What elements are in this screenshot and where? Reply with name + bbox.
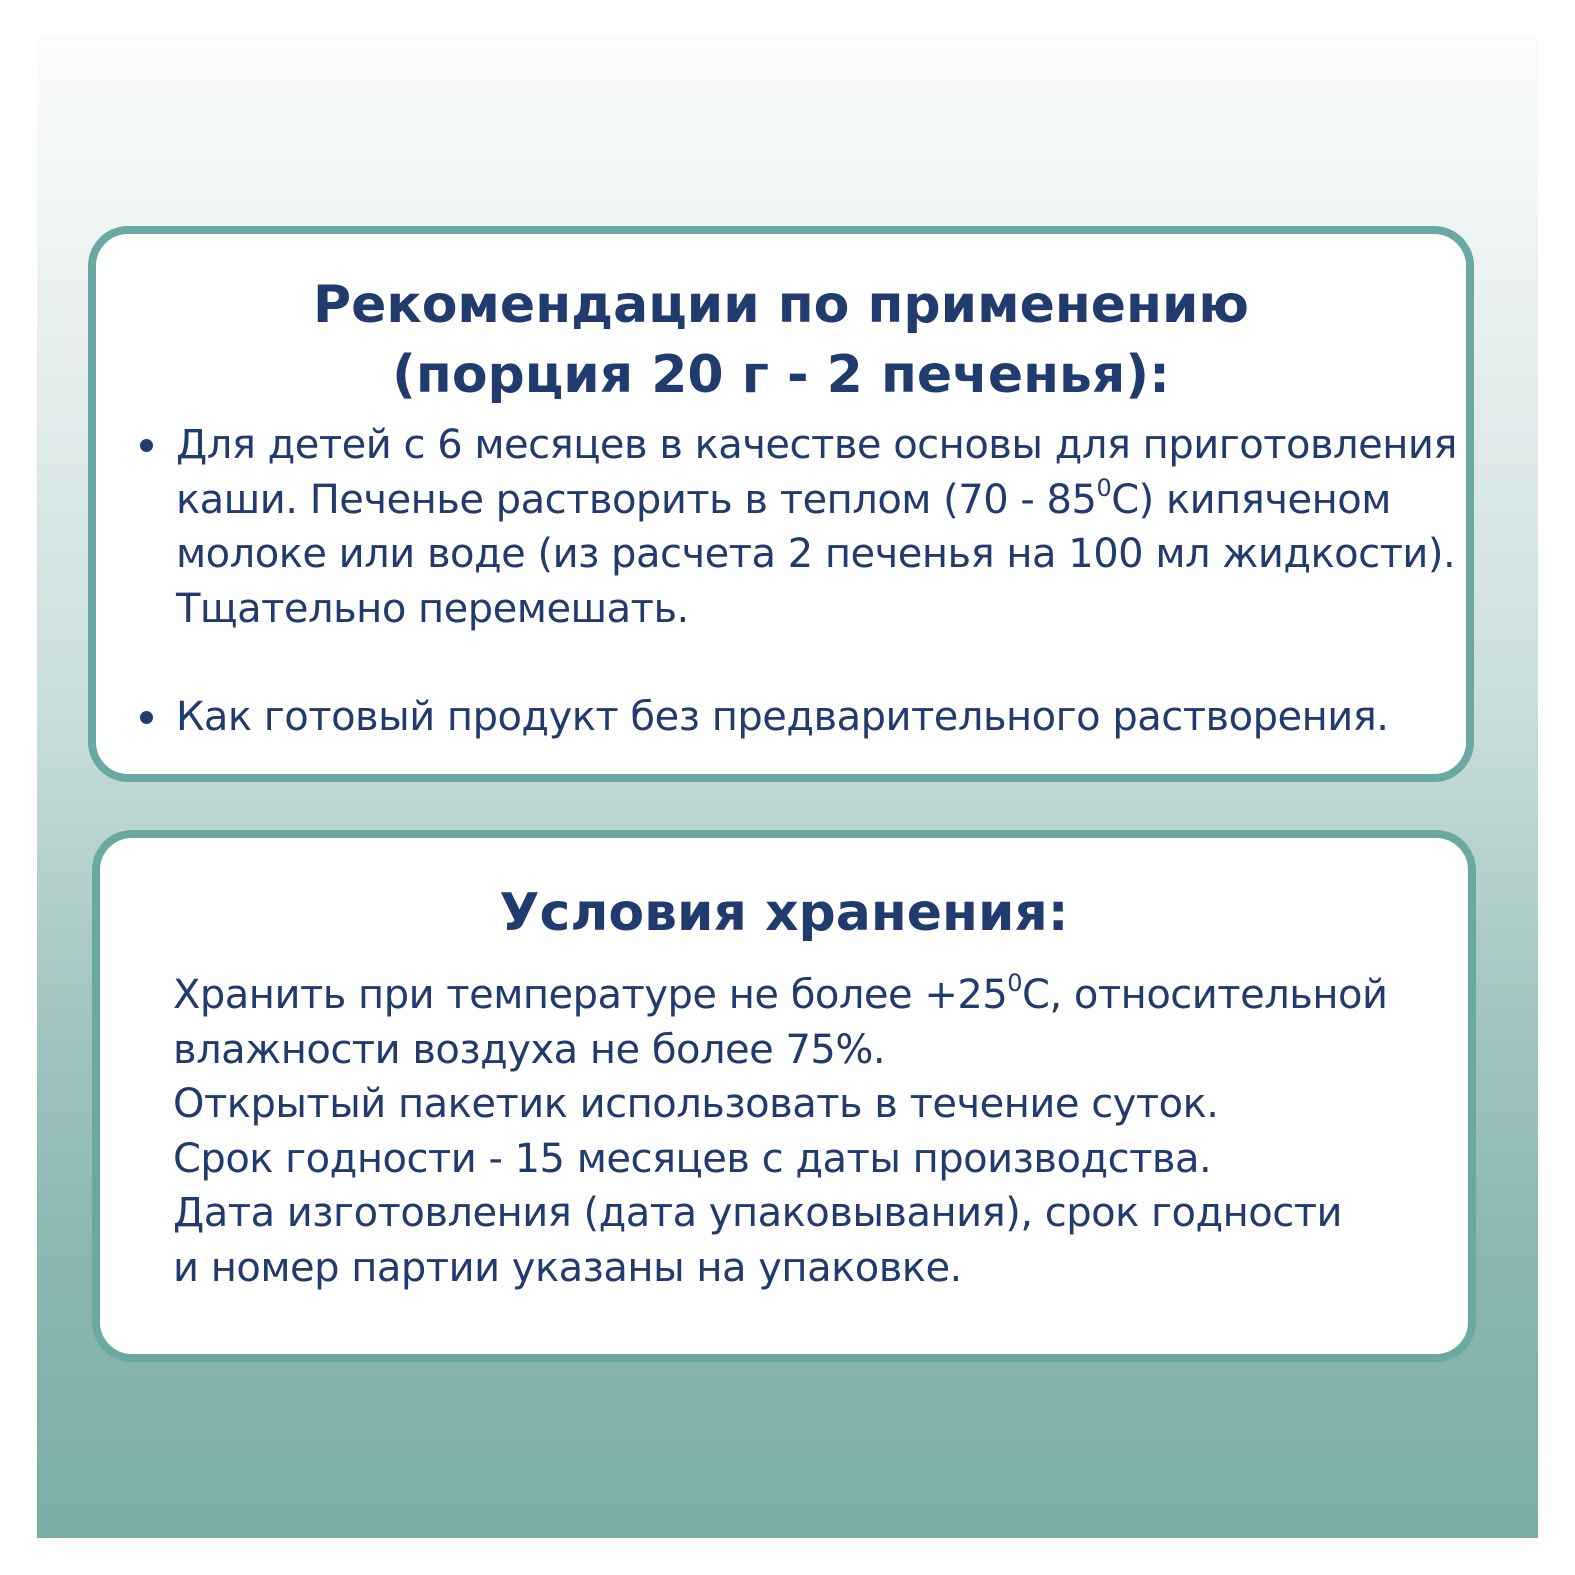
usage-item2-line1: Как готовый продукт без предварительного растворения. [176,694,1389,740]
storage-title-text: Условия хранения: [499,883,1069,943]
storage-line2: влажности воздуха не более 75%. [173,1026,886,1073]
storage-conditions-card [92,830,1476,1362]
usage-item1-line2-text-end: С) кипяченом [1111,476,1391,523]
storage-line1-text: Хранить при температуре не более +25 [173,972,1008,1018]
storage-title [100,878,1468,948]
storage-line3: Открытый пакетик использовать в течение суток. [173,1081,1219,1127]
usage-list [176,418,1466,745]
storage-line1-text-end: С, относительной [1022,972,1388,1018]
degree-sup: 0 [1096,473,1112,502]
usage-item1-line2-text: каши. Печенье растворить в теплом (70 - 85 [176,476,1097,523]
degree-sup: 0 [1007,969,1023,998]
storage-text [173,968,1463,1295]
storage-line6: и номер партии указаны на упаковке. [173,1244,962,1291]
usage-title [96,270,1466,410]
usage-title-line2: (порция 20 г - 2 печенья): [392,345,1170,405]
usage-recommendations-card [88,226,1474,782]
usage-title-line1: Рекомендации по применению [313,275,1249,335]
bullet-icon [140,439,153,452]
bullet-icon [140,711,153,724]
storage-line5: Дата изготовления (дата упаковывания), срок годности [173,1190,1343,1236]
usage-item1-line2 [176,473,1466,528]
usage-item1-line4: Тщательно перемешать. [176,585,689,632]
usage-item1-line3: молоке или воде (из расчета 2 печенья на 100 мл жидкости). [176,531,1456,577]
storage-line1 [173,968,1463,1023]
usage-item1-line1: Для детей с 6 месяцев в качестве основы для приготовления [176,422,1457,468]
storage-line4: Срок годности - 15 месяцев с даты производства. [173,1135,1212,1182]
usage-list-item-ready-product [176,690,1466,745]
usage-list-item-porridge [176,418,1466,636]
